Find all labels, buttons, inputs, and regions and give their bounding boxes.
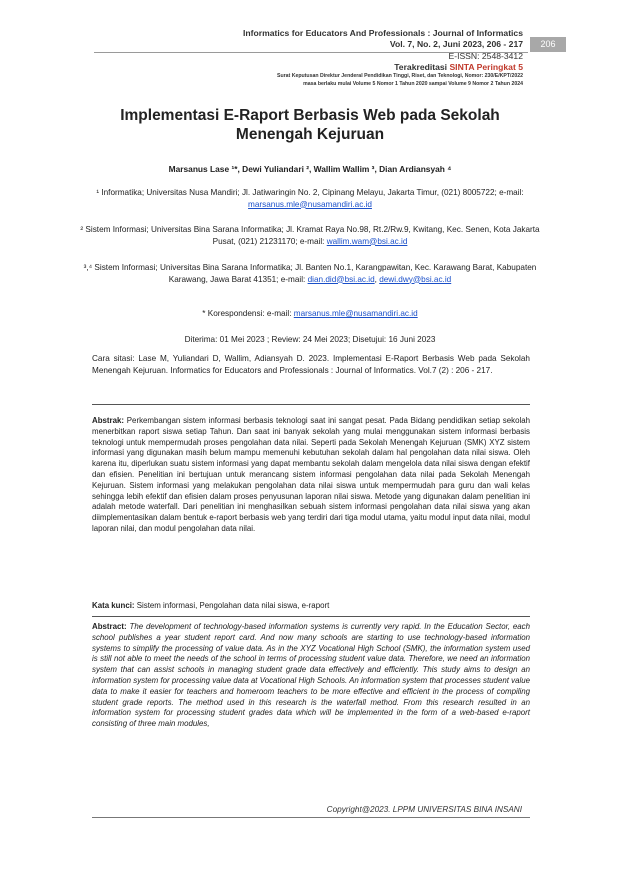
issn: E-ISSN: 2548-3412 bbox=[448, 51, 523, 61]
abstract-divider bbox=[92, 616, 530, 617]
affiliation-2 bbox=[80, 224, 540, 247]
keywords bbox=[92, 601, 530, 612]
title-line-1: Implementasi E-Raport Berbasis Web pada Sekolah bbox=[120, 107, 500, 124]
affiliation-3-email-link-1[interactable]: dian.did@bsi.ac.id bbox=[307, 274, 375, 284]
decree-line-2: masa berlaku mulai Volume 5 Nomor 1 Tahun 2020 sampai Volume 9 Nomor 2 Tahun 2024 bbox=[303, 81, 523, 87]
paper-title bbox=[60, 106, 560, 144]
journal-name: Informatics for Educators And Professionals : Journal of Informatics bbox=[243, 28, 523, 38]
sinta-rank: SINTA Peringkat 5 bbox=[449, 62, 523, 72]
affiliation-2-text: ² Sistem Informasi; Universitas Bina Sarana Informatika; Jl. Kramat Raya No.98, Rt.2/Rw.9, Kwitang, Kec. Senen, Kota Jakarta Pusat, (021) 21231170; e-mail: bbox=[80, 225, 540, 246]
citation: Cara sitasi: Lase M, Yuliandari D, Wallim, Adiansyah D. 2023. Implementasi E-Raport Berbasis Web pada Sekolah Menengah Kejuruan. Informatics for Educators and Professionals : Journal of Informatics. Vol.7 (2) : 206 - 217. bbox=[92, 354, 530, 375]
affiliation-1-text: ¹ Informatika; Universitas Nusa Mandiri; Jl. Jatiwaringin No. 2, Cipinang Melayu, Jakarta Timur, (021) 8005722; e-mail: bbox=[96, 188, 524, 197]
accreditation-prefix: Terakreditasi bbox=[394, 62, 448, 72]
correspondence-email-link[interactable]: marsanus.mle@nusamandiri.ac.id bbox=[293, 309, 418, 318]
correspondence-label: * Korespondensi: e-mail: bbox=[202, 309, 292, 318]
abstrak-label: Abstrak: bbox=[92, 416, 125, 425]
submission-dates: Diterima: 01 Mei 2023 ; Review: 24 Mei 2023; Disetujui: 16 Juni 2023 bbox=[184, 335, 436, 344]
affiliation-1-email-link[interactable]: marsanus.mle@nusamandiri.ac.id bbox=[248, 199, 372, 209]
keywords-text: Sistem informasi, Pengolahan data nilai siswa, e-raport bbox=[136, 601, 330, 610]
page-number-badge: 206 bbox=[530, 37, 566, 52]
affiliation-2-email-link[interactable]: wallim.wam@bsi.ac.id bbox=[326, 236, 408, 246]
abstract-text: The development of technology-based information systems is currently very rapid. In the Education Sector, each school publishes a year student report card. And now many schools are starting to use technology-based information systems to simplify the processing of value data. As in the XYZ Vocational High School (SMK), the information system used is still not able to meet the needs of the school in terms of processing student value data. Therefore, we need an information system that can assist schools in managing student grade data effectively and efficiently. This study aims to design an information system for processing value data at Vocational High Schools. An information system that processes student value data to make it easier for teachers and homeroom teachers to be more effective and efficient in the process of compiling student grade reports. The method used in this research is the waterfall method. From this research resulted in an information system for processing student grades data which will be implemented in the form of a web-based e-raport consisting of three main modules, bbox=[92, 622, 530, 729]
affiliation-3-text: ³,⁴ Sistem Informasi; Universitas Bina Sarana Informatika; Jl. Banten No.1, Karangpawitan, Kec. Karawang Barat, Kabupaten Karawang, Jawa Barat 41351; e-mail: bbox=[83, 263, 537, 284]
keywords-label: Kata kunci: bbox=[92, 601, 135, 610]
abstrak-paragraph bbox=[92, 416, 530, 535]
author-list: Marsanus Lase ¹*, Dewi Yuliandari ², Wallim Wallim ³, Dian Ardiansyah ⁴ bbox=[168, 164, 452, 174]
affiliation-3-email-link-2[interactable]: dewi.dwy@bsi.ac.id bbox=[379, 274, 452, 284]
footer-rule bbox=[92, 817, 530, 818]
abstract-paragraph bbox=[92, 622, 530, 730]
volume-info: Vol. 7, No. 2, Juni 2023, 206 - 217 bbox=[389, 39, 523, 49]
abstract-label: Abstract: bbox=[92, 622, 127, 631]
affiliation-3: ³,⁴ Sistem Informasi; Universitas Bina Sarana Informatika; Jl. Banten No.1, Karangpawitan, Kec. Karawang Barat, Kabupaten Karawang, Jawa Barat 41351; e-mail: dian.did@bsi.ac.id, dewi.dwy@bsi.ac.id bbox=[83, 263, 537, 284]
correspondence bbox=[80, 308, 540, 320]
abstract-top-rule bbox=[92, 404, 530, 405]
accreditation bbox=[394, 62, 523, 73]
affiliation-1 bbox=[80, 187, 540, 210]
copyright-footer: Copyright@2023. LPPM UNIVERSITAS BINA INSANI bbox=[326, 805, 522, 814]
decree-line-1: Surat Keputusan Direktur Jenderal Pendidikan Tinggi, Riset, dan Teknologi, Nomor: 230/E/KPT/2022 bbox=[277, 73, 523, 79]
title-line-2: Menengah Kejuruan bbox=[235, 126, 385, 143]
abstrak-text: Perkembangan sistem informasi berbasis teknologi saat ini sangat pesat. Pada Bidang pendidikan setiap sekolah menerbitkan raport siswa setiap Tahun. Dan saat ini banyak sekolah yang mulai menggunakan sistem informasi berbasis teknologi untuk mempermudah proses pengolahan data nilai. Seperti pada Sekolah Menengah Kejuruan (SMK) XYZ sistem informasi yang digunakan masih belum mampu memenuhi kebutuhan sekolah dalam hal pengolahan data nilai siswa. Oleh karena itu, diperlukan suatu sistem informasi yang dapat membantu sekolah dalam mengelola data nilai siswa dengan efektif dan efisien. Penelitian ini bertujuan untuk merancang sistem informasi pengolahan data nilai pada Sekolah Menengah Kejuruan. Sistem informasi yang melakukan pengolahan data nilai siswa untuk mempermudah para guru dan wali kelas sehingga lebih efektif dan efisien dalam proses penyusunan laporan nilai siswa. Metode yang digunakan dalam penelitian ini adalah metode waterfall. Dari penelitian ini menghasilkan sebuah sistem informasi pengolahan data nilai siswa yang akan diimplementasikan dalam bentuk e-raport berbasis web yang terdiri dari tiga modul utama, yaitu modul input data nilai, modul laporan nilai, dan modul pengolahan data nilai. bbox=[92, 416, 530, 533]
